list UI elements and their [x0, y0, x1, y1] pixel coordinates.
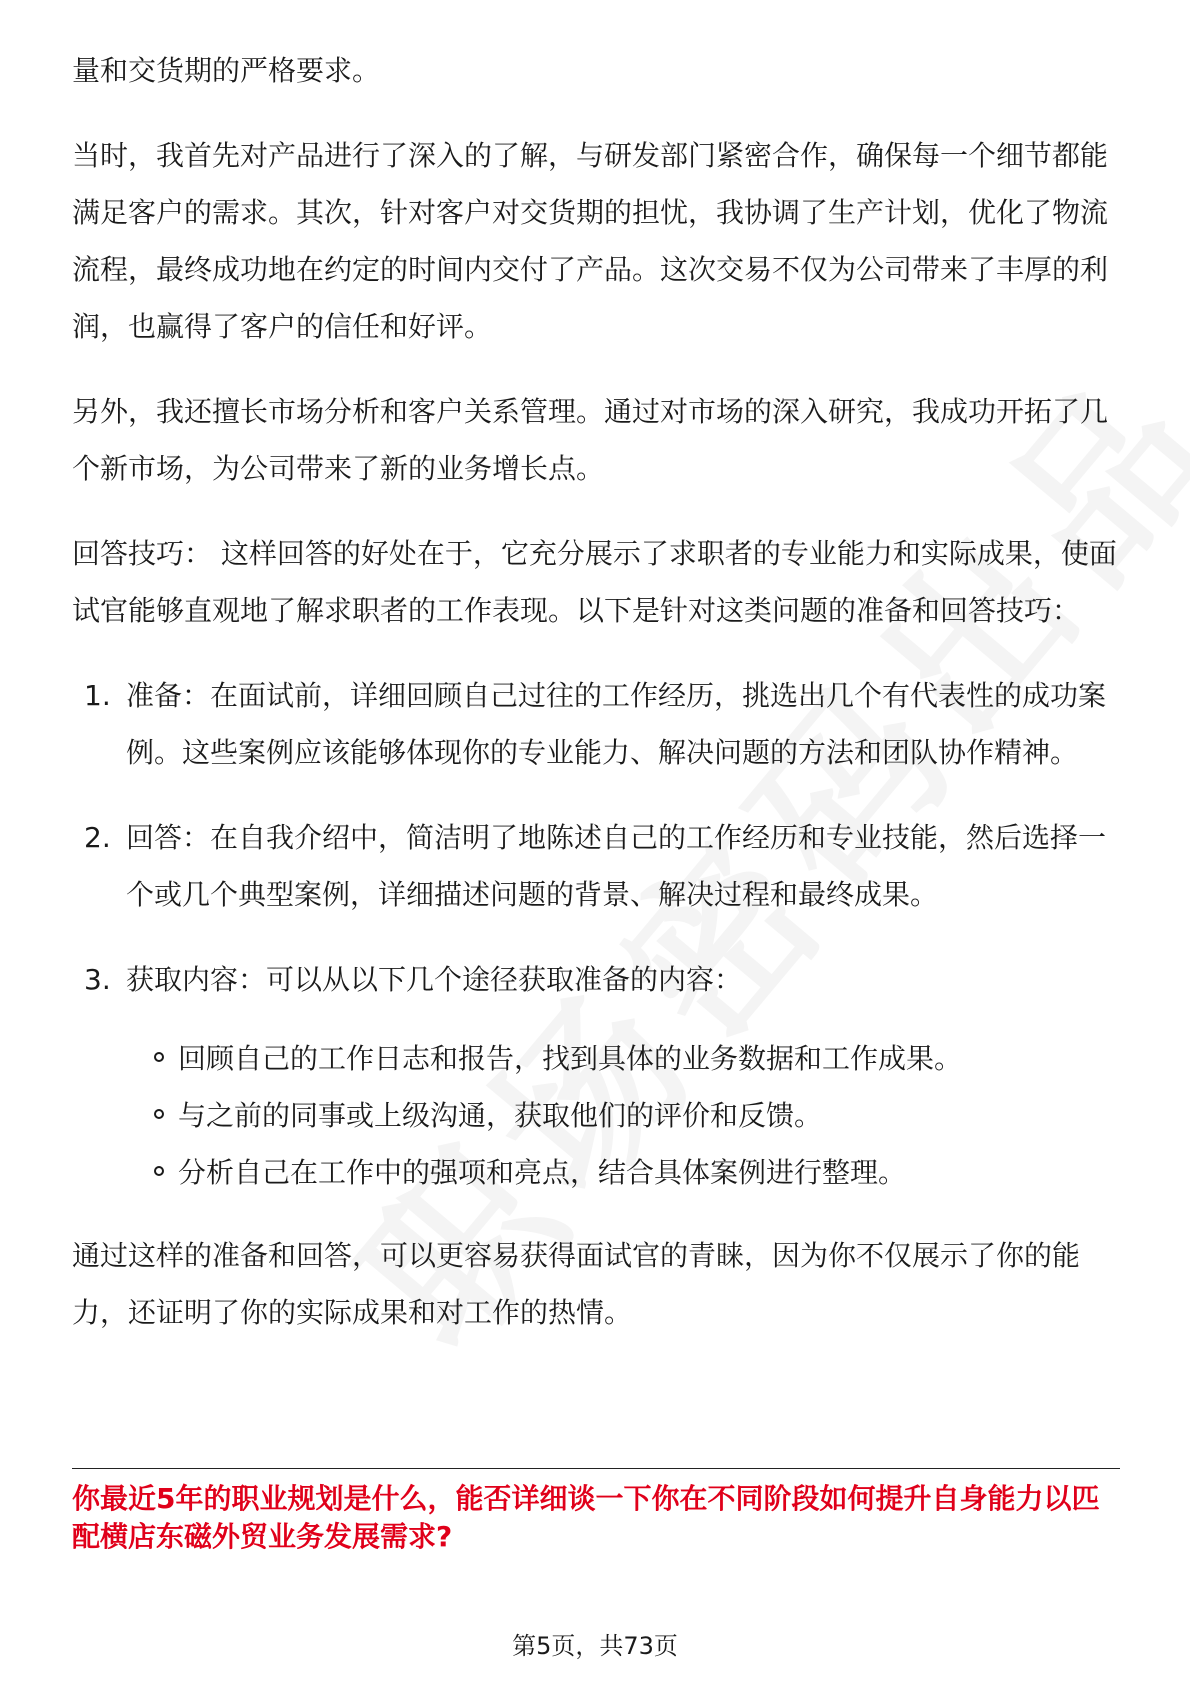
list-item-text: 准备：在面试前，详细回顾自己过往的工作经历，挑选出几个有代表性的成功案例。这些案例应该能够体现你的专业能力、解决问题的方法和团队协作精神。	[126, 679, 1107, 769]
page-number: 第5页，共73页	[512, 1632, 678, 1660]
bullet-item	[72, 1087, 1120, 1144]
sources-list	[72, 1030, 1120, 1201]
list-item	[72, 951, 1120, 1008]
bullet-item	[72, 1144, 1120, 1201]
list-item-text: 回答：在自我介绍中，简洁明了地陈述自己的工作经历和专业技能，然后选择一个或几个典型案例，详细描述问题的背景、解决过程和最终成果。	[126, 821, 1107, 911]
paragraph-closing: 通过这样的准备和回答，可以更容易获得面试官的青睐，因为你不仅展示了你的能力，还证明了你的实际成果和对工作的热情。	[72, 1239, 1081, 1329]
bullet-text: 分析自己在工作中的强项和亮点，结合具体案例进行整理。	[178, 1156, 907, 1189]
paragraph-answer-tips: 回答技巧： 这样回答的好处在于，它充分展示了求职者的专业能力和实际成果，使面试官能够直观地了解求职者的工作表现。以下是针对这类问题的准备和回答技巧：	[72, 537, 1117, 627]
paragraph-market-analysis: 另外，我还擅长市场分析和客户关系管理。通过对市场的深入研究，我成功开拓了几个新市场，为公司带来了新的业务增长点。	[72, 395, 1109, 485]
list-item	[72, 809, 1120, 923]
paragraph-case-story: 当时，我首先对产品进行了深入的了解，与研发部门紧密合作，确保每一个细节都能满足客户的需求。其次，针对客户对交货期的担忧，我协调了生产计划，优化了物流流程，最终成功地在约定的时间内交付了产品。这次交易不仅为公司带来了丰厚的利润，也赢得了客户的信任和好评。	[72, 139, 1109, 343]
list-item-text: 获取内容：可以从以下几个途径获取准备的内容：	[126, 963, 743, 996]
bullet-text: 与之前的同事或上级沟通，获取他们的评价和反馈。	[178, 1099, 823, 1132]
list-number: 3.	[84, 963, 111, 996]
section-divider	[72, 1468, 1120, 1469]
hollow-bullet-icon	[154, 1166, 164, 1176]
bullet-item	[72, 1030, 1120, 1087]
next-question-heading: 你最近5年的职业规划是什么，能否详细谈一下你在不同阶段如何提升自身能力以匹配横店东磁外贸业务发展需求?	[72, 1482, 1100, 1553]
list-number: 1.	[84, 679, 111, 712]
bullet-text: 回顾自己的工作日志和报告，找到具体的业务数据和工作成果。	[178, 1042, 963, 1075]
body-content	[72, 42, 1120, 1369]
list-number: 2.	[84, 821, 111, 854]
hollow-bullet-icon	[154, 1052, 164, 1062]
list-item	[72, 667, 1120, 781]
hollow-bullet-icon	[154, 1109, 164, 1119]
steps-list	[72, 667, 1120, 1008]
paragraph-continuation: 量和交货期的严格要求。	[72, 54, 381, 87]
